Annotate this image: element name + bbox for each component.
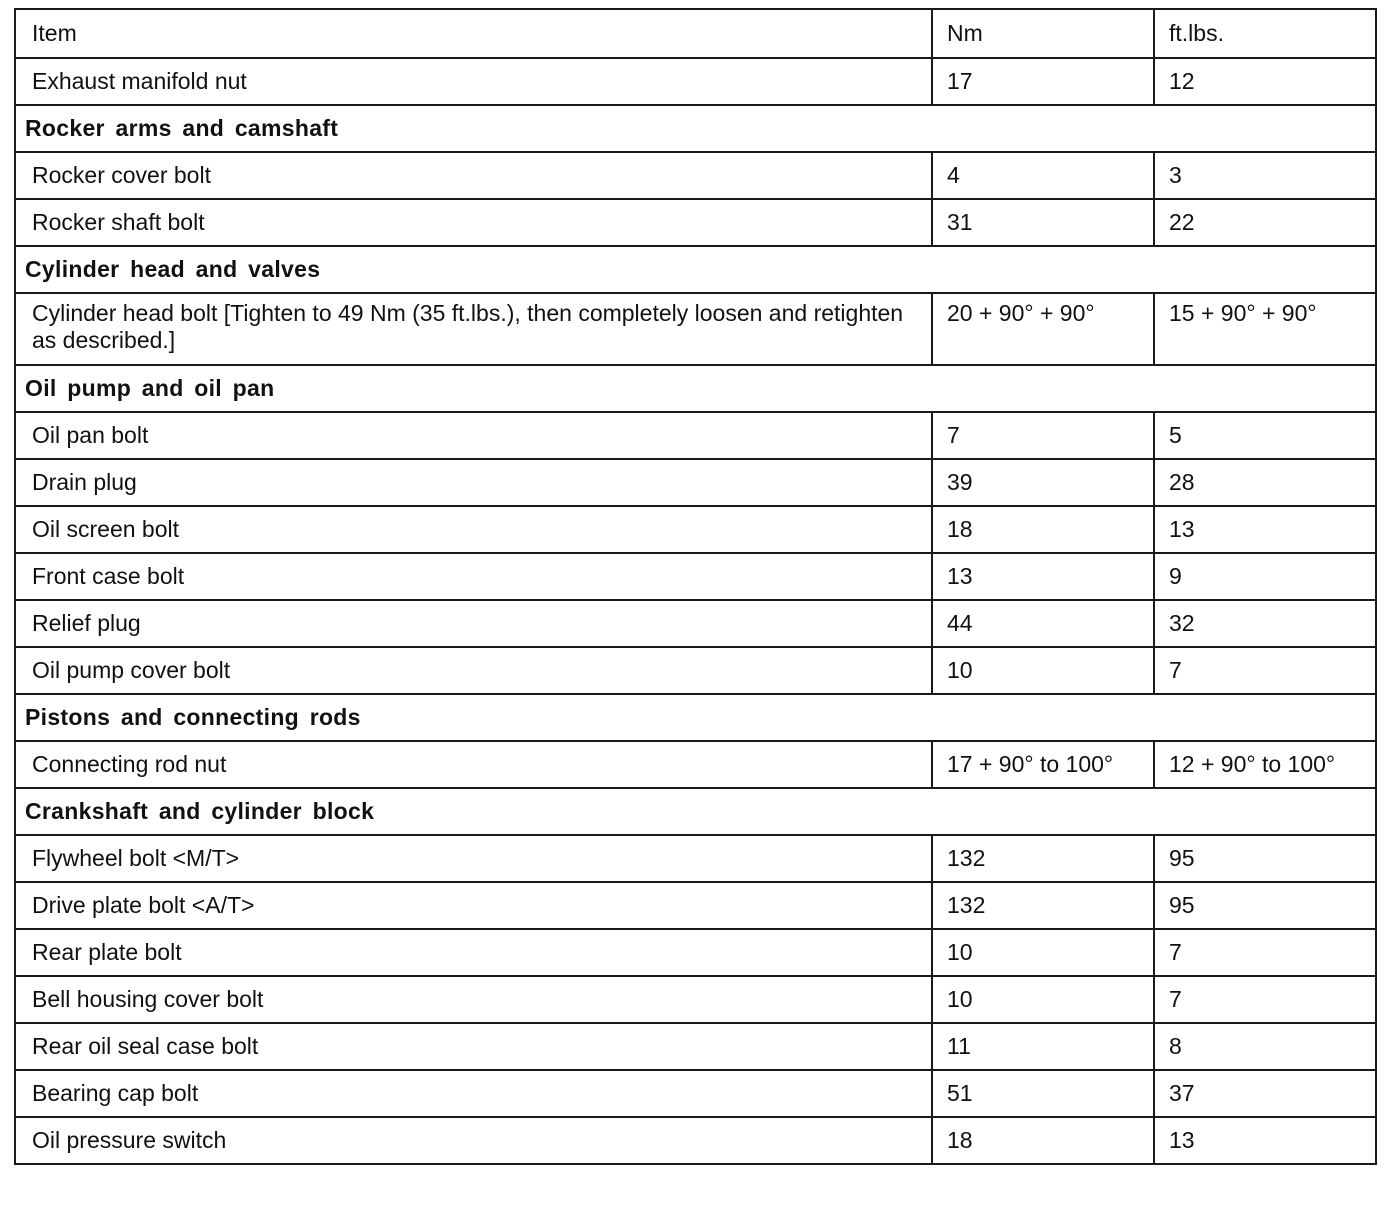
table-row	[15, 741, 1376, 788]
cell-ftlbs: 32	[1154, 600, 1376, 647]
table-row	[15, 976, 1376, 1023]
table-row	[15, 506, 1376, 553]
cell-ftlbs: 95	[1154, 882, 1376, 929]
cell-nm: 18	[932, 1117, 1154, 1164]
cell-item: Cylinder head bolt [Tighten to 49 Nm (35 ft.lbs.), then completely loosen and retighten as described.]	[15, 293, 932, 365]
cell-item: Exhaust manifold nut	[15, 58, 932, 105]
section-header-row	[15, 694, 1376, 741]
cell-item: Rear oil seal case bolt	[15, 1023, 932, 1070]
cell-nm: 10	[932, 929, 1154, 976]
table-row	[15, 553, 1376, 600]
cell-ftlbs: 7	[1154, 929, 1376, 976]
cell-ftlbs: 7	[1154, 976, 1376, 1023]
cell-nm: 39	[932, 459, 1154, 506]
cell-nm: 31	[932, 199, 1154, 246]
column-header-ftlbs: ft.lbs.	[1154, 9, 1376, 58]
section-header-row	[15, 105, 1376, 152]
cell-item: Oil pressure switch	[15, 1117, 932, 1164]
cell-nm: 7	[932, 412, 1154, 459]
cell-item: Bell housing cover bolt	[15, 976, 932, 1023]
section-title: Crankshaft and cylinder block	[15, 788, 1376, 835]
cell-nm: 13	[932, 553, 1154, 600]
cell-nm: 51	[932, 1070, 1154, 1117]
cell-nm: 17 + 90° to 100°	[932, 741, 1154, 788]
cell-item: Bearing cap bolt	[15, 1070, 932, 1117]
table-row	[15, 1117, 1376, 1164]
cell-ftlbs: 13	[1154, 506, 1376, 553]
cell-item: Connecting rod nut	[15, 741, 932, 788]
table-body	[15, 9, 1376, 1164]
cell-ftlbs: 12	[1154, 58, 1376, 105]
table-header-row	[15, 9, 1376, 58]
cell-nm: 132	[932, 835, 1154, 882]
cell-ftlbs: 7	[1154, 647, 1376, 694]
cell-nm: 18	[932, 506, 1154, 553]
table-row	[15, 647, 1376, 694]
cell-nm: 4	[932, 152, 1154, 199]
cell-item: Rear plate bolt	[15, 929, 932, 976]
section-header-row	[15, 365, 1376, 412]
torque-spec-table	[14, 8, 1377, 1165]
cell-nm: 132	[932, 882, 1154, 929]
cell-ftlbs: 37	[1154, 1070, 1376, 1117]
table-row	[15, 600, 1376, 647]
cell-ftlbs: 5	[1154, 412, 1376, 459]
cell-nm: 10	[932, 976, 1154, 1023]
cell-item: Flywheel bolt <M/T>	[15, 835, 932, 882]
table-row	[15, 1023, 1376, 1070]
cell-item: Rocker shaft bolt	[15, 199, 932, 246]
cell-item: Drive plate bolt <A/T>	[15, 882, 932, 929]
cell-nm: 44	[932, 600, 1154, 647]
column-header-nm: Nm	[932, 9, 1154, 58]
cell-item: Relief plug	[15, 600, 932, 647]
cell-item: Oil pan bolt	[15, 412, 932, 459]
cell-ftlbs: 13	[1154, 1117, 1376, 1164]
column-header-item: Item	[15, 9, 932, 58]
section-title: Rocker arms and camshaft	[15, 105, 1376, 152]
section-title: Pistons and connecting rods	[15, 694, 1376, 741]
section-header-row	[15, 246, 1376, 293]
cell-item: Rocker cover bolt	[15, 152, 932, 199]
table-row	[15, 882, 1376, 929]
section-header-row	[15, 788, 1376, 835]
cell-nm: 17	[932, 58, 1154, 105]
cell-ftlbs: 22	[1154, 199, 1376, 246]
table-row	[15, 58, 1376, 105]
cell-ftlbs: 28	[1154, 459, 1376, 506]
section-title: Cylinder head and valves	[15, 246, 1376, 293]
cell-nm: 10	[932, 647, 1154, 694]
cell-item: Drain plug	[15, 459, 932, 506]
cell-ftlbs: 15 + 90° + 90°	[1154, 293, 1376, 365]
cell-nm: 11	[932, 1023, 1154, 1070]
cell-ftlbs: 95	[1154, 835, 1376, 882]
cell-ftlbs: 9	[1154, 553, 1376, 600]
cell-nm: 20 + 90° + 90°	[932, 293, 1154, 365]
table-row	[15, 1070, 1376, 1117]
table-row	[15, 929, 1376, 976]
table-row	[15, 459, 1376, 506]
table-row	[15, 199, 1376, 246]
cell-item: Oil pump cover bolt	[15, 647, 932, 694]
cell-ftlbs: 8	[1154, 1023, 1376, 1070]
cell-ftlbs: 12 + 90° to 100°	[1154, 741, 1376, 788]
table-row	[15, 152, 1376, 199]
table-row	[15, 835, 1376, 882]
table-row	[15, 412, 1376, 459]
section-title: Oil pump and oil pan	[15, 365, 1376, 412]
cell-ftlbs: 3	[1154, 152, 1376, 199]
cell-item: Front case bolt	[15, 553, 932, 600]
table-row	[15, 293, 1376, 365]
cell-item: Oil screen bolt	[15, 506, 932, 553]
